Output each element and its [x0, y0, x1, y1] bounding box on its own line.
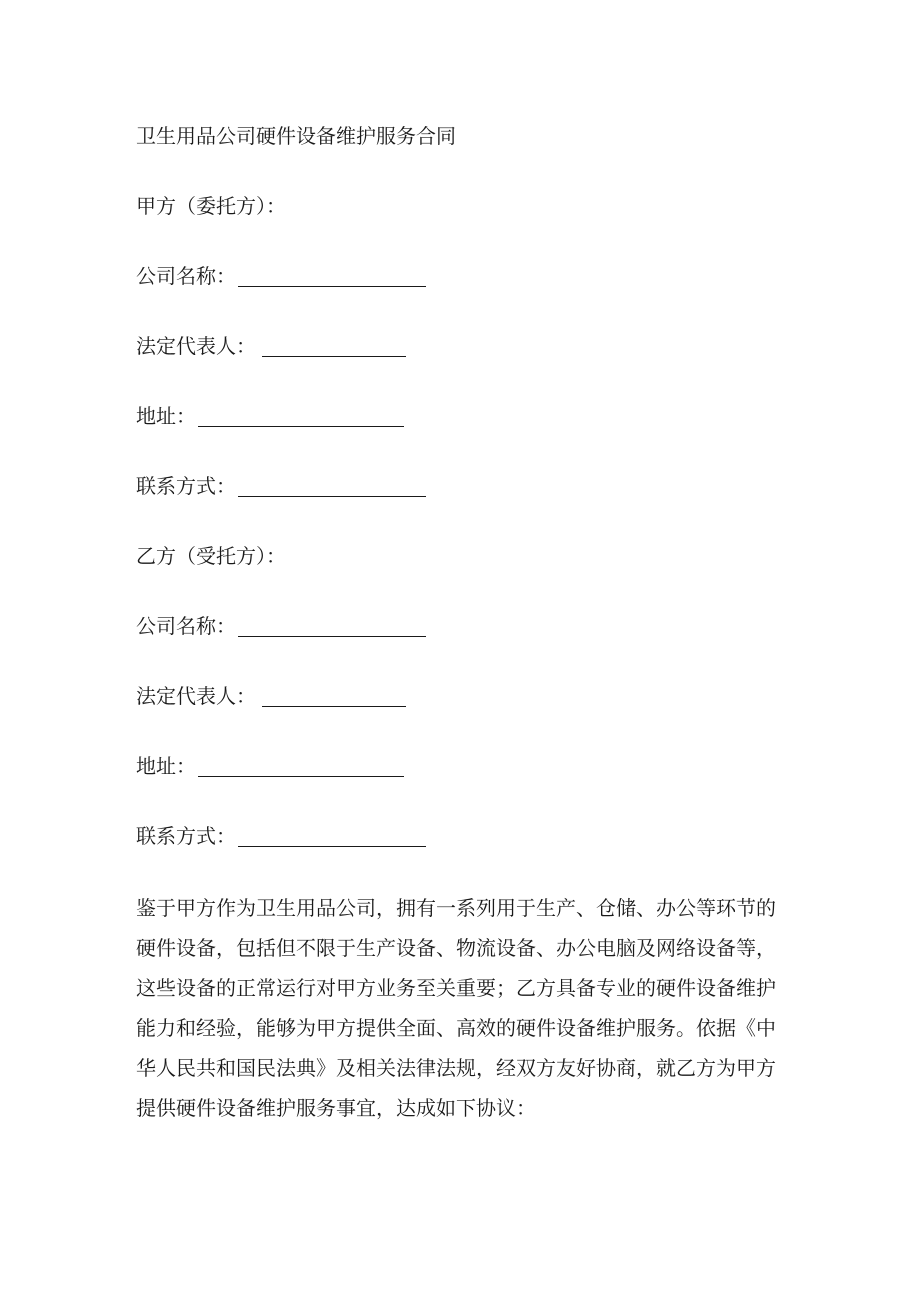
party-b-rep-blank — [262, 686, 406, 707]
party-a-heading: 甲方（委托方）： — [136, 194, 286, 218]
party-a-company-blank — [238, 266, 426, 287]
document-title: 卫生用品公司硬件设备维护服务合同 — [136, 124, 456, 148]
party-b-company-blank — [238, 616, 426, 637]
party-b-rep-field — [136, 684, 406, 708]
party-a-address-field — [136, 404, 404, 428]
party-a-address-blank — [198, 406, 404, 427]
party-b-address-label: 地址： — [136, 754, 196, 778]
preamble-line: 硬件设备，包括但不限于生产设备、物流设备、办公电脑及网络设备等， — [136, 936, 776, 960]
preamble-line: 华人民共和国民法典》及相关法律法规，经双方友好协商，就乙方为甲方 — [136, 1056, 776, 1080]
party-b-rep-label: 法定代表人： — [136, 684, 256, 708]
party-b-heading: 乙方（受托方）： — [136, 544, 286, 568]
party-b-contact-label: 联系方式： — [136, 824, 236, 848]
party-a-rep-label: 法定代表人： — [136, 334, 256, 358]
party-a-contact-field — [136, 474, 426, 498]
party-a-company-field — [136, 264, 426, 288]
preamble-line: 提供硬件设备维护服务事宜，达成如下协议： — [136, 1096, 536, 1120]
party-a-address-label: 地址： — [136, 404, 196, 428]
party-b-company-label: 公司名称： — [136, 614, 236, 638]
party-a-rep-field — [136, 334, 406, 358]
party-a-contact-blank — [238, 476, 426, 497]
party-b-company-field — [136, 614, 426, 638]
party-b-address-blank — [198, 756, 404, 777]
preamble-line: 这些设备的正常运行对甲方业务至关重要；乙方具备专业的硬件设备维护 — [136, 976, 776, 1000]
party-a-company-label: 公司名称： — [136, 264, 236, 288]
party-b-contact-field — [136, 824, 426, 848]
party-b-address-field — [136, 754, 404, 778]
preamble-paragraph — [136, 888, 784, 1128]
party-b-contact-blank — [238, 826, 426, 847]
party-a-contact-label: 联系方式： — [136, 474, 236, 498]
preamble-line: 鉴于甲方作为卫生用品公司，拥有一系列用于生产、仓储、办公等环节的 — [136, 896, 776, 920]
preamble-line: 能力和经验，能够为甲方提供全面、高效的硬件设备维护服务。依据《中 — [136, 1016, 776, 1040]
party-a-rep-blank — [262, 336, 406, 357]
